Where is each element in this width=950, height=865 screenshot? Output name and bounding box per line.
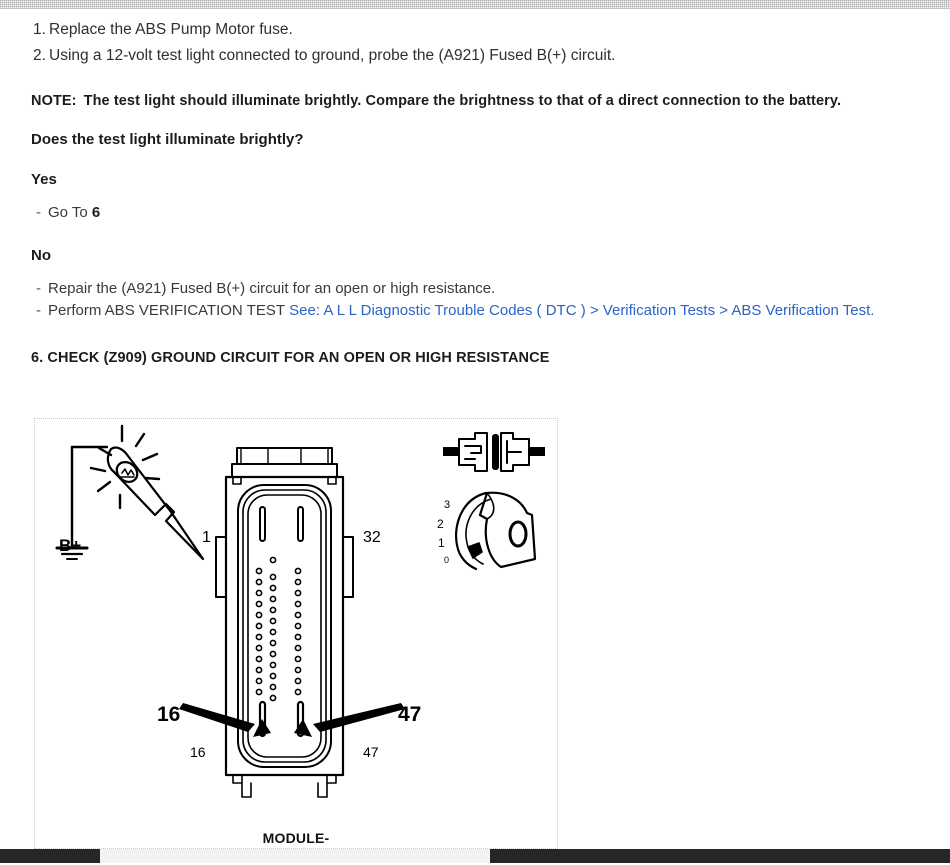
figure-caption-line-1: MODULE-: [262, 830, 330, 846]
action-text: Perform ABS VERIFICATION TEST: [48, 302, 285, 319]
callout-16-label: 16: [157, 703, 181, 726]
pin-47-label: 47: [363, 744, 379, 760]
ignition-key-switch: [456, 493, 535, 569]
fuse-connector-symbol: [443, 433, 545, 471]
answer-no-actions: [0, 278, 950, 322]
bplus-label: B+: [59, 536, 82, 555]
connector-pin-grid: [256, 557, 300, 700]
key-position-2-label: 2: [437, 517, 444, 531]
wiring-diagram-graphic: [35, 419, 557, 848]
test-light-probe: [108, 448, 203, 559]
bullet-dash: -: [36, 280, 41, 297]
pin-16-label: 16: [190, 744, 206, 760]
note-label: NOTE:: [31, 93, 77, 109]
key-position-3-label: 3: [444, 499, 451, 511]
pin-32-label: 32: [363, 529, 381, 546]
note-text: The test light should illuminate brightly. Compare the brightness to that of a direct connection to the battery.: [83, 93, 842, 109]
answer-no-heading: No: [31, 247, 51, 264]
procedure-step-list: [0, 17, 950, 69]
pin-1-label: 1: [202, 529, 211, 546]
list-item: [0, 43, 950, 69]
key-position-0-label: 0: [444, 555, 450, 565]
goto-step-number: 6: [91, 204, 101, 221]
list-item: [0, 202, 950, 224]
callout-47-label: 47: [398, 703, 422, 726]
bullet-dash: -: [36, 204, 41, 221]
horizontal-scrollbar[interactable]: [0, 849, 950, 863]
horizontal-scrollbar-thumb[interactable]: [100, 849, 490, 863]
action-text: Repair the (A921) Fused B(+) circuit for an open or high resistance.: [48, 280, 496, 297]
step-text: Using a 12-volt test light connected to ground, probe the (A921) Fused B(+) circuit.: [49, 47, 616, 64]
module-connector: [216, 448, 353, 797]
list-item: [0, 17, 950, 43]
step-number: 2.: [33, 47, 46, 64]
bullet-dash: -: [36, 302, 41, 319]
section-heading: 6. CHECK (Z909) GROUND CIRCUIT FOR AN OPEN OR HIGH RESISTANCE: [31, 350, 550, 366]
answer-yes-actions: [0, 202, 950, 224]
key-position-1-label: 1: [438, 536, 445, 550]
callout-arrows: [179, 703, 405, 737]
document-content-area[interactable]: [0, 9, 950, 849]
answer-yes-heading: Yes: [31, 171, 57, 188]
step-number: 1.: [33, 21, 46, 38]
goto-text: Go To: [48, 204, 88, 221]
illumination-rays: [91, 426, 159, 508]
list-item: [0, 278, 950, 300]
question-text: Does the test light illuminate brightly?: [31, 131, 304, 148]
content-top-edge-texture: [0, 0, 950, 9]
step-text: Replace the ABS Pump Motor fuse.: [49, 21, 293, 38]
note-block: [0, 93, 950, 109]
verification-test-link[interactable]: See: A L L Diagnostic Trouble Codes ( DTC ) > Verification Tests > ABS Verification Test.: [289, 302, 875, 319]
wiring-diagram-figure: [34, 418, 558, 849]
list-item: [0, 300, 950, 322]
